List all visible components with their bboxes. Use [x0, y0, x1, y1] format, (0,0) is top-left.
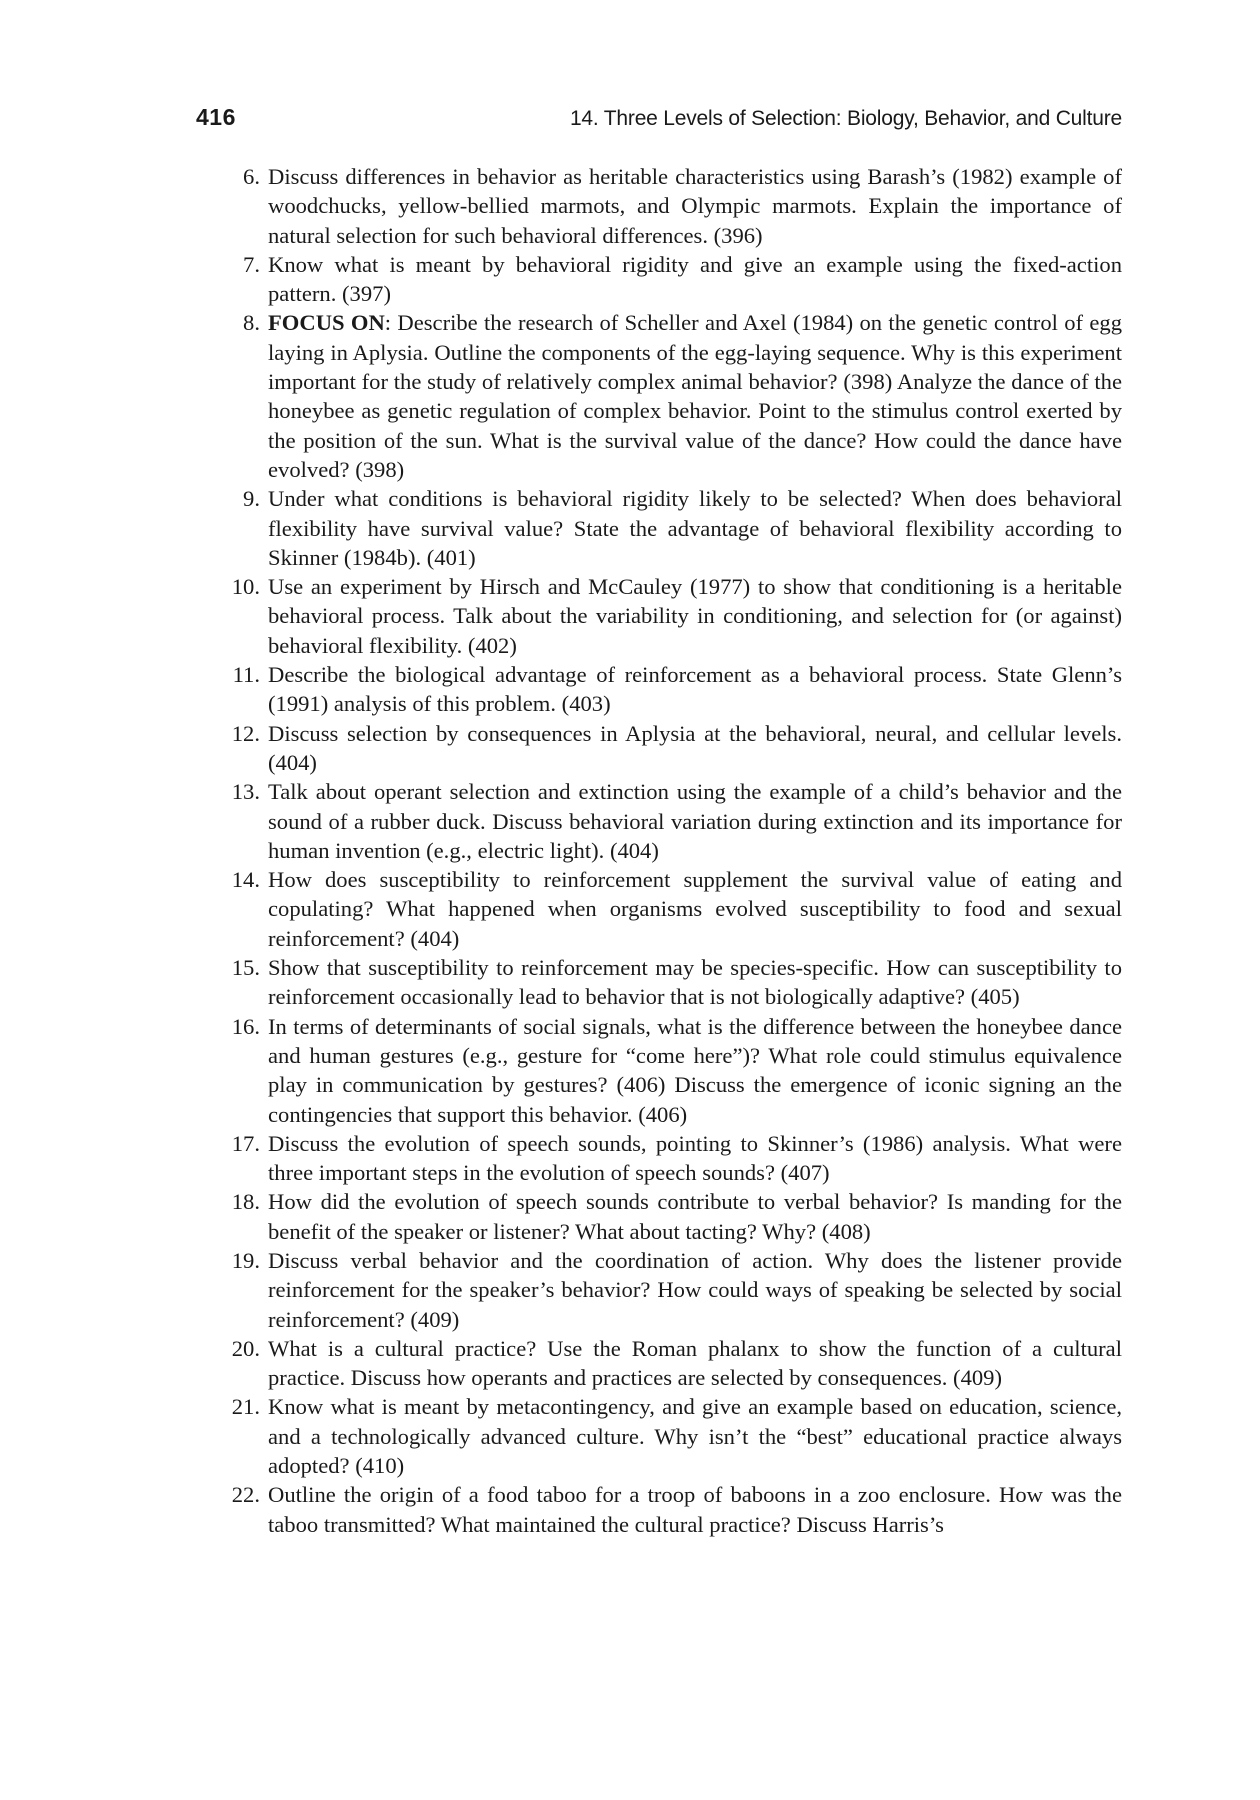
question-number: 13. — [231, 779, 260, 805]
question-number: 9. — [243, 486, 260, 512]
study-question — [196, 719, 1122, 778]
question-number: 17. — [231, 1130, 260, 1156]
question-number: 7. — [243, 251, 260, 277]
question-number: 20. — [231, 1335, 260, 1361]
study-question — [196, 250, 1122, 309]
study-question — [196, 308, 1122, 484]
question-text: Outline the origin of a food taboo for a troop of baboons in a zoo enclosure. How was the taboo transmitted? What maintained the cultural practice? Discuss Harris’s — [268, 1482, 1122, 1537]
page-number: 416 — [196, 104, 236, 130]
question-text: What is a cultural practice? Use the Roman phalanx to show the function of a cultural practice. Discuss how operants and practices are selected by consequences. (409) — [268, 1335, 1122, 1391]
question-text: Discuss verbal behavior and the coordination of action. Why does the listener provide reinforcement for the speaker’s behavior? How could ways of speaking be selected by social reinforcement? (409) — [268, 1247, 1122, 1332]
study-question — [196, 572, 1122, 660]
question-text: In terms of determinants of social signals, what is the difference between the honeybee dance and human gestures (e.g., gesture for “come here”)? What role could stimulus equivalence play in communication by gestures? (406) Discuss the emergence of iconic signing an the contingencies that support this behavior. (406) — [268, 1013, 1122, 1127]
question-text: Show that susceptibility to reinforcement may be species-specific. How can susceptibility to reinforcement occasionally lead to behavior that is not biologically adaptive? (405) — [268, 955, 1122, 1010]
question-number: 15. — [231, 955, 260, 981]
study-question — [196, 162, 1122, 250]
question-number: 8. — [243, 310, 260, 336]
question-number: 22. — [231, 1482, 260, 1508]
question-text-container — [268, 308, 1122, 484]
study-question — [196, 484, 1122, 572]
question-number: 21. — [231, 1394, 260, 1420]
study-question — [196, 1334, 1122, 1393]
study-question — [196, 1246, 1122, 1334]
question-number: 10. — [231, 574, 260, 600]
question-number: 16. — [231, 1013, 260, 1039]
question-text: Under what conditions is behavioral rigidity likely to be selected? When does behavioral flexibility have survival value? State the advantage of behavioral flexibility according to Skinner (1984b). (401) — [268, 486, 1122, 570]
question-text: Describe the biological advantage of reinforcement as a behavioral process. State Glenn’s (1991) analysis of this problem. (403) — [268, 662, 1122, 717]
question-text: Know what is meant by metacontingency, and give an example based on education, science, and a technologically advanced culture. Why isn’t the “best” educational practice always adopted? (410) — [268, 1394, 1122, 1479]
question-number: 19. — [231, 1247, 260, 1273]
question-text: Know what is meant by behavioral rigidity and give an example using the fixed-action pattern. (397) — [268, 251, 1122, 307]
study-question — [196, 1187, 1122, 1246]
study-question — [196, 660, 1122, 719]
study-question — [196, 777, 1122, 865]
question-number: 6. — [243, 164, 260, 189]
focus-on-label: FOCUS ON — [268, 310, 385, 336]
question-text: : Describe the research of Scheller and Axel (1984) on the genetic control of egg laying in Aplysia. Outline the components of the egg-laying sequence. Why is this experiment important for the study of relatively complex animal behavior? (398) Analyze the dance of the honeybee as genetic regulation of complex behavior. Point to the stimulus control exerted by the position of the sun. What is the survival value of the dance? How could the dance have evolved? (398) — [268, 310, 1122, 482]
question-text: Discuss the evolution of speech sounds, pointing to Skinner’s (1986) analysis. What were three important steps in the evolution of speech sounds? (407) — [268, 1130, 1122, 1186]
question-text: Discuss differences in behavior as heritable characteristics using Barash’s (1982) example of woodchucks, yellow-bellied marmots, and Olympic marmots. Explain the importance of natural selection for such behavioral differences. (396) — [268, 164, 1122, 248]
question-text: Talk about operant selection and extinction using the example of a child’s behavior and the sound of a rubber duck. Discuss behavioral variation during extinction and its importance for human invention (e.g., electric light). (404) — [268, 779, 1122, 863]
study-question — [196, 1012, 1122, 1129]
question-text: How does susceptibility to reinforcement supplement the survival value of eating and copulating? What happened when organisms evolved susceptibility to food and sexual reinforcement? (404) — [268, 867, 1122, 951]
question-text: Use an experiment by Hirsch and McCauley (1977) to show that conditioning is a heritable behavioral process. Talk about the variability in conditioning, and selection for (or against) behavioral flexibility. (402) — [268, 574, 1122, 658]
study-question — [196, 1129, 1122, 1188]
question-number: 14. — [231, 867, 260, 893]
running-head — [196, 104, 1122, 140]
study-questions-list — [196, 162, 1122, 1539]
question-number: 18. — [231, 1189, 260, 1215]
question-text: How did the evolution of speech sounds contribute to verbal behavior? Is manding for the benefit of the speaker or listener? What about tacting? Why? (408) — [268, 1189, 1122, 1244]
chapter-title: 14. Three Levels of Selection: Biology, Behavior, and Culture — [569, 107, 1122, 130]
question-text: Discuss selection by consequences in Aplysia at the behavioral, neural, and cellular levels. (404) — [268, 720, 1122, 775]
question-number: 12. — [231, 720, 260, 746]
question-number: 11. — [232, 662, 260, 688]
study-question — [196, 865, 1122, 953]
study-question — [196, 1392, 1122, 1480]
study-question — [196, 953, 1122, 1012]
study-question — [196, 1480, 1122, 1539]
